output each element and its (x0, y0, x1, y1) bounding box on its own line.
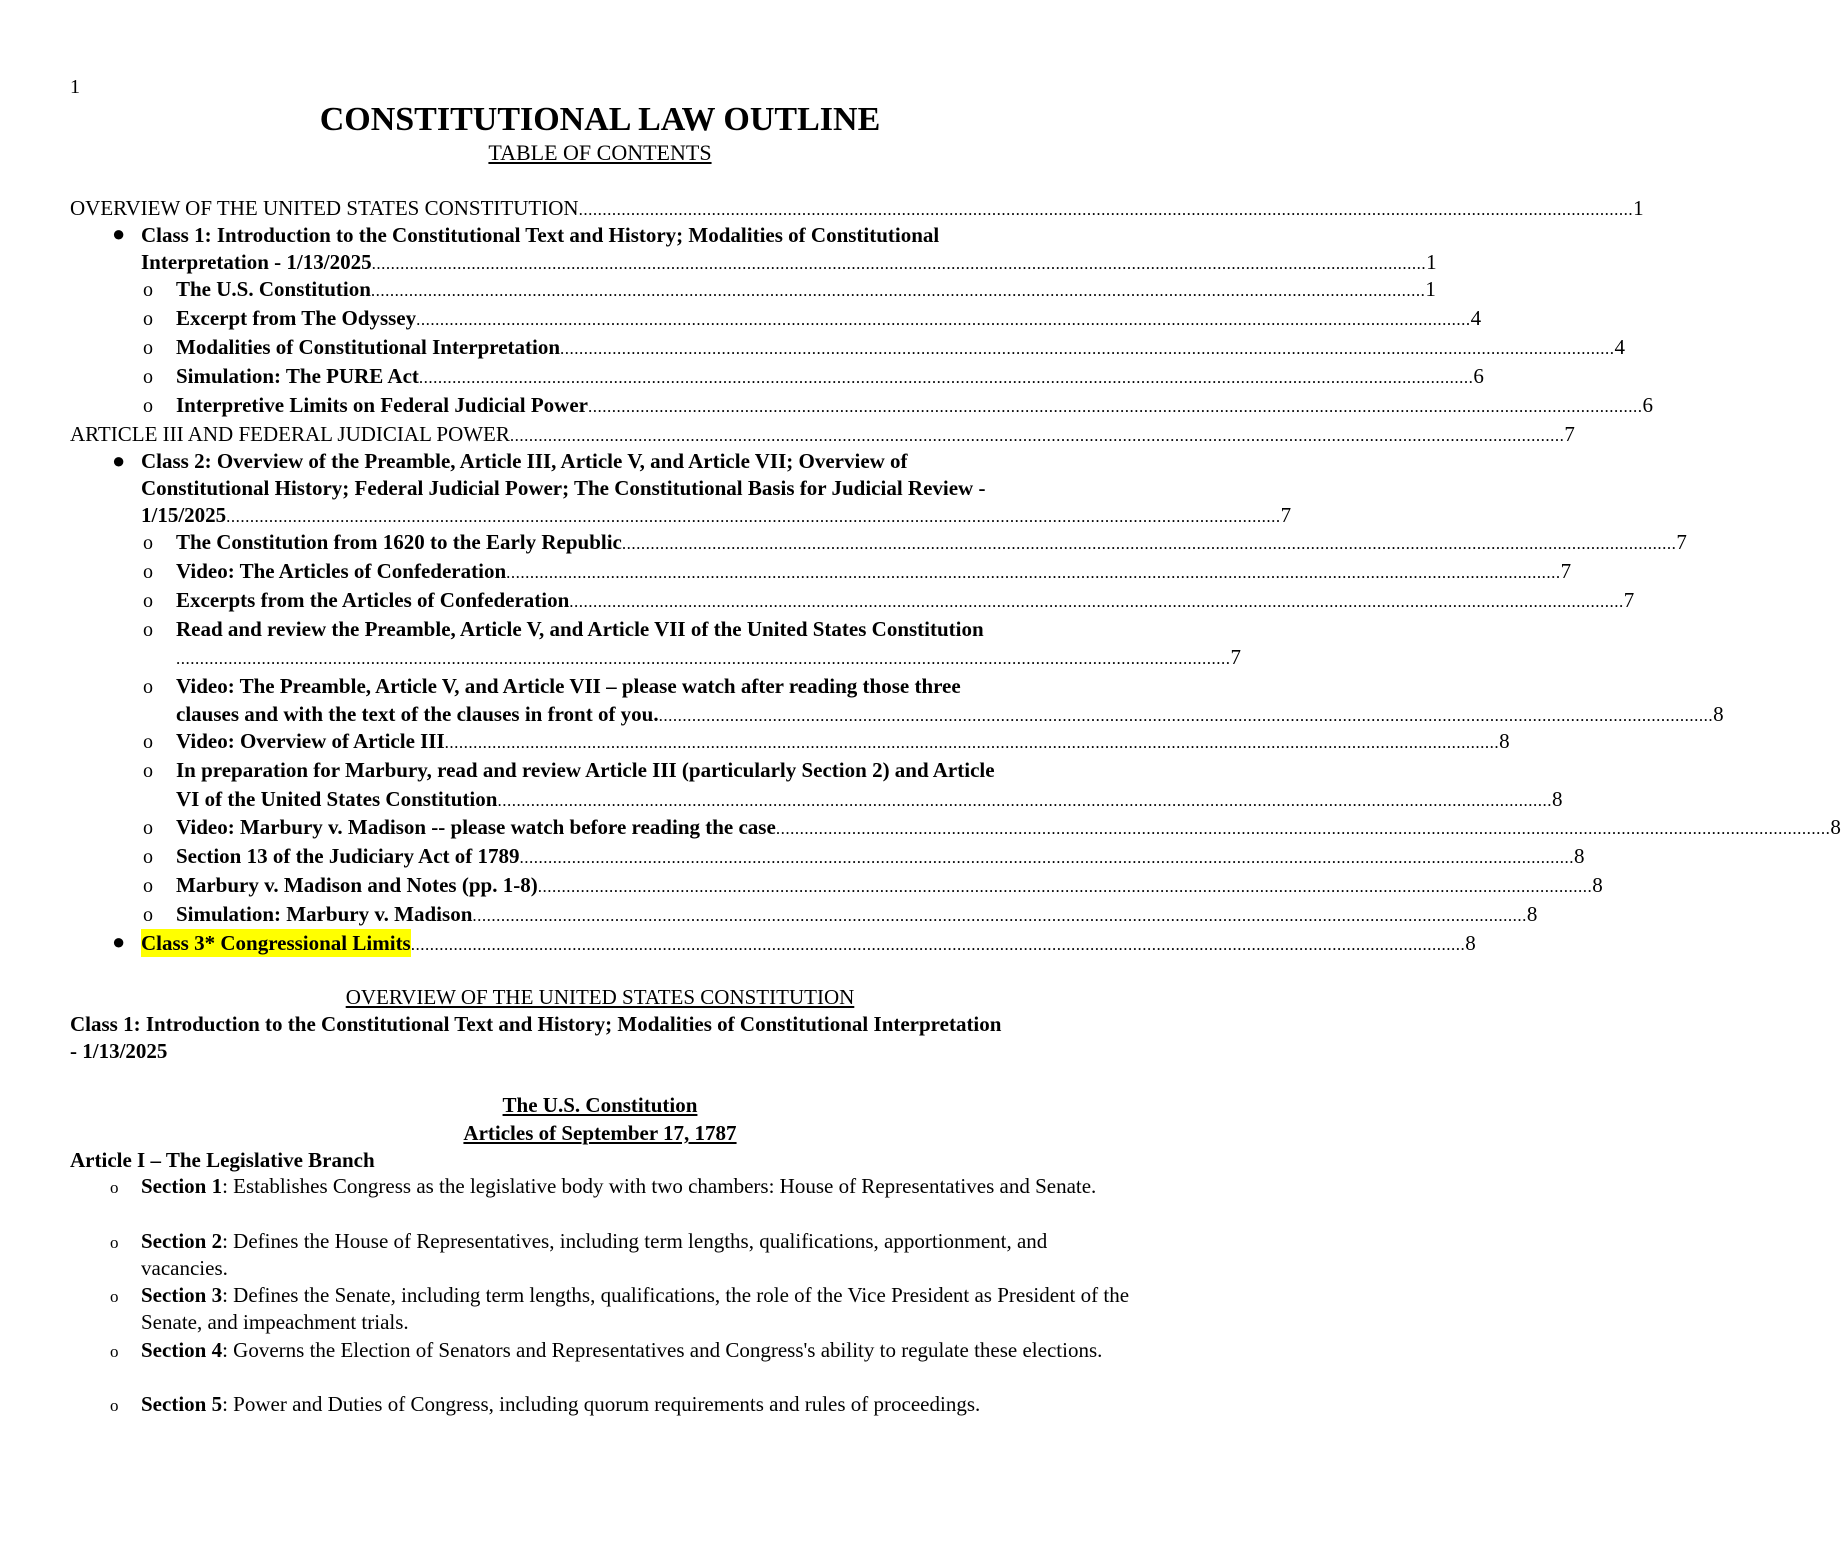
toc-entry-title: 1/15/2025 (141, 503, 227, 527)
toc-page-number: 7 (1564, 422, 1575, 446)
toc-entry-excerpts-confederation[interactable] (176, 586, 1635, 616)
circle-bullet-icon: o (143, 279, 153, 301)
toc-leader-dots: .............................................................................................................................................................................................................................. (416, 310, 1471, 329)
toc-page-number: 6 (1642, 393, 1653, 417)
toc-page-number: 7 (1560, 559, 1572, 583)
section-label: Section 1 (141, 1174, 223, 1198)
toc-page-number: 7 (1280, 503, 1292, 527)
toc-entry-article-iii[interactable] (70, 420, 1575, 450)
toc-entry-simulation-marbury[interactable] (176, 900, 1538, 930)
toc-entry-class1[interactable] (141, 248, 1437, 278)
toc-entry-title: Marbury v. Madison and Notes (pp. 1-8) (176, 873, 538, 897)
toc-entry-class2[interactable] (141, 501, 1292, 531)
toc-entry-title: Interpretation - 1/13/2025 (141, 250, 372, 274)
circle-bullet-icon: o (143, 337, 153, 359)
toc-leader-dots: .............................................................................................................................................................................................................................. (371, 254, 1427, 273)
section-label: Section 2 (141, 1229, 223, 1253)
toc-page-number: 8 (1830, 815, 1841, 839)
toc-page-number: 8 (1574, 844, 1585, 868)
toc-leader-dots: .............................................................................................................................................................................................................................. (519, 848, 1575, 867)
toc-entry-video-marbury[interactable] (176, 813, 1841, 843)
toc-entry-overview[interactable] (70, 194, 1644, 224)
toc-heading: TABLE OF CONTENTS (488, 140, 712, 165)
toc-page-number: 8 (1499, 729, 1510, 753)
toc-entry-title: Interpretive Limits on Federal Judicial Power (176, 393, 588, 417)
toc-leader-dots: .............................................................................................................................................................................................................................. (569, 592, 1624, 611)
toc-entry-judiciary-act[interactable] (176, 842, 1585, 872)
toc-entry-title: Section 13 of the Judiciary Act of 1789 (176, 844, 520, 868)
toc-leader-dots: .............................................................................................................................................................................................................................. (578, 200, 1634, 219)
section-1-item (141, 1173, 1131, 1200)
toc-entry-title: Video: Overview of Article III (176, 729, 445, 753)
toc-leader-dots: .............................................................................................................................................................................................................................. (472, 906, 1527, 925)
section-text: : Establishes Congress as the legislative body with two chambers: House of Representatives and Senate. (222, 1174, 1097, 1198)
toc-entry-marbury-notes[interactable] (176, 871, 1603, 901)
toc-page-number: 8 (1526, 902, 1538, 926)
toc-page-number: 1 (1425, 277, 1436, 301)
toc-leader-dots: .............................................................................................................................................................................................................................. (658, 706, 1714, 725)
constitution-subtitle (0, 1119, 1200, 1147)
toc-entry-odyssey[interactable] (176, 304, 1482, 334)
toc-entry-modalities[interactable] (176, 333, 1626, 363)
toc-entry-title: The Constitution from 1620 to the Early Republic (176, 530, 622, 554)
toc-page-number: 7 (1230, 645, 1241, 669)
toc-leader-dots: .............................................................................................................................................................................................................................. (444, 733, 1500, 752)
class1-heading-line1: Class 1: Introduction to the Constitutional Text and History; Modalities of Constitutional Interpretation (70, 1012, 1002, 1036)
circle-bullet-icon: o (143, 308, 153, 330)
toc-entry-title-highlighted: Class 3* Congressional Limits (141, 931, 411, 955)
section-label: Section 4 (141, 1338, 223, 1362)
section-text: : Power and Duties of Congress, including quorum requirements and rules of proceedings. (222, 1392, 981, 1416)
circle-bullet-icon: o (110, 1342, 119, 1361)
toc-leader-dots: .............................................................................................................................................................................................................................. (587, 397, 1643, 416)
toc-leader-dots: .............................................................................................................................................................................................................................. (509, 426, 1565, 445)
circle-bullet-icon: o (143, 619, 153, 641)
toc-page-number: 8 (1592, 873, 1603, 897)
toc-leader-dots: .............................................................................................................................................................................................................................. (621, 534, 1677, 553)
toc-page-number: 8 (1551, 787, 1563, 811)
circle-bullet-icon: o (143, 904, 153, 926)
toc-leader-dots: .............................................................................................................................................................................................................................. (176, 649, 1231, 668)
toc-page-number: 7 (1623, 588, 1635, 612)
toc-page-number: 4 (1470, 306, 1482, 330)
toc-class2-line2[interactable]: Constitutional History; Federal Judicial Power; The Constitutional Basis for Judicial Review - (141, 476, 986, 500)
circle-bullet-icon: o (143, 590, 153, 612)
constitution-subtitle-text: Articles of September 17, 1787 (463, 1121, 737, 1145)
toc-entry-title: Simulation: Marbury v. Madison (176, 902, 473, 926)
toc-leader-dots: .............................................................................................................................................................................................................................. (506, 563, 1561, 582)
toc-page-number: 8 (1713, 702, 1724, 726)
section-3-item (141, 1282, 1131, 1336)
bullet-icon: ● (112, 448, 126, 473)
circle-bullet-icon: o (110, 1233, 119, 1252)
circle-bullet-icon: o (143, 395, 153, 417)
toc-entry-title: Modalities of Constitutional Interpretation (176, 335, 561, 359)
toc-page-number: 4 (1614, 335, 1626, 359)
toc-page-number: 7 (1676, 530, 1687, 554)
constitution-title (0, 1091, 1200, 1119)
toc-entry-video-articles-confederation[interactable] (176, 557, 1572, 587)
bullet-icon: ● (112, 929, 126, 954)
circle-bullet-icon: o (143, 366, 153, 388)
toc-entry-title: Simulation: The PURE Act (176, 364, 419, 388)
section-5-item (141, 1391, 1131, 1418)
toc-entry-title: OVERVIEW OF THE UNITED STATES CONSTITUTION (70, 196, 579, 220)
toc-leader-dots: .............................................................................................................................................................................................................................. (410, 935, 1466, 954)
circle-bullet-icon: o (143, 817, 153, 839)
toc-video-preamble-line1[interactable]: Video: The Preamble, Article V, and Article VII – please watch after reading those three (176, 674, 961, 698)
circle-bullet-icon: o (143, 731, 153, 753)
toc-entry-title: Excerpts from the Articles of Confederation (176, 588, 570, 612)
circle-bullet-icon: o (143, 532, 153, 554)
toc-page-number: 8 (1465, 931, 1476, 955)
section-heading (0, 983, 1200, 1011)
toc-leader-dots: .............................................................................................................................................................................................................................. (560, 339, 1615, 358)
toc-entry-read-preamble[interactable] (176, 643, 1241, 673)
toc-leader-dots: .............................................................................................................................................................................................................................. (775, 819, 1831, 838)
toc-leader-dots: .............................................................................................................................................................................................................................. (370, 281, 1426, 300)
toc-entry-constitution-1620[interactable] (176, 528, 1687, 558)
toc-page-number: 1 (1426, 250, 1437, 274)
toc-entry-video-article-iii[interactable] (176, 727, 1510, 757)
circle-bullet-icon: o (143, 760, 153, 782)
article-i-heading: Article I – The Legislative Branch (70, 1148, 375, 1172)
section-text: : Governs the Election of Senators and Representatives and Congress's ability to regulate these elections. (222, 1338, 1103, 1362)
section-label: Section 5 (141, 1392, 223, 1416)
document-title: CONSTITUTIONAL LAW OUTLINE (319, 101, 881, 138)
toc-leader-dots: .............................................................................................................................................................................................................................. (226, 507, 1281, 526)
circle-bullet-icon: o (143, 846, 153, 868)
page-number: 1 (70, 76, 80, 98)
section-heading-text: OVERVIEW OF THE UNITED STATES CONSTITUTION (345, 985, 855, 1009)
circle-bullet-icon: o (110, 1178, 119, 1197)
circle-bullet-icon: o (143, 561, 153, 583)
constitution-title-text: The U.S. Constitution (502, 1093, 698, 1117)
toc-read-preamble-line1[interactable]: Read and review the Preamble, Article V, and Article VII of the United States Constitution (176, 617, 984, 641)
toc-entry-pure-act[interactable] (176, 362, 1484, 392)
toc-entry-interpretive-limits[interactable] (176, 391, 1653, 421)
toc-page-number: 6 (1473, 364, 1484, 388)
toc-entry-title: ARTICLE III AND FEDERAL JUDICIAL POWER (70, 422, 510, 446)
toc-leader-dots: .............................................................................................................................................................................................................................. (418, 368, 1474, 387)
toc-entry-class3[interactable] (141, 929, 1476, 959)
section-text: : Defines the House of Representatives, including term lengths, qualifications, apportionment, and vacancies. (141, 1229, 1048, 1280)
bullet-icon: ● (112, 221, 126, 246)
toc-entry-title: Video: Marbury v. Madison -- please watch before reading the case (176, 815, 776, 839)
class1-heading-line2: - 1/13/2025 (70, 1039, 168, 1063)
toc-entry-marbury-prep[interactable] (176, 785, 1563, 815)
toc-leader-dots: .............................................................................................................................................................................................................................. (537, 877, 1593, 896)
section-2-item (141, 1228, 1131, 1282)
circle-bullet-icon: o (143, 875, 153, 897)
toc-class1-line1[interactable]: Class 1: Introduction to the Constitutional Text and History; Modalities of Constitutional (141, 223, 940, 247)
toc-entry-video-preamble[interactable] (176, 700, 1724, 730)
toc-entry-title: Excerpt from The Odyssey (176, 306, 417, 330)
toc-marbury-prep-line1[interactable]: In preparation for Marbury, read and review Article III (particularly Section 2) and Article (176, 758, 995, 782)
section-text: : Defines the Senate, including term lengths, qualifications, the role of the Vice President as President of the Senate, and impeachment trials. (141, 1283, 1130, 1334)
section-label: Section 3 (141, 1283, 223, 1307)
circle-bullet-icon: o (143, 676, 153, 698)
toc-entry-us-constitution[interactable] (176, 275, 1436, 305)
toc-entry-title: clauses and with the text of the clauses in front of you. (176, 702, 659, 726)
toc-leader-dots: .............................................................................................................................................................................................................................. (497, 791, 1552, 810)
toc-entry-title: Video: The Articles of Confederation (176, 559, 507, 583)
circle-bullet-icon: o (110, 1287, 119, 1306)
section-4-item (141, 1337, 1131, 1364)
toc-page-number: 1 (1633, 196, 1644, 220)
circle-bullet-icon: o (110, 1396, 119, 1415)
toc-entry-title: VI of the United States Constitution (176, 787, 498, 811)
toc-entry-title: The U.S. Constitution (176, 277, 371, 301)
toc-class2-line1[interactable]: Class 2: Overview of the Preamble, Article III, Article V, and Article VII; Overview of (141, 449, 908, 473)
